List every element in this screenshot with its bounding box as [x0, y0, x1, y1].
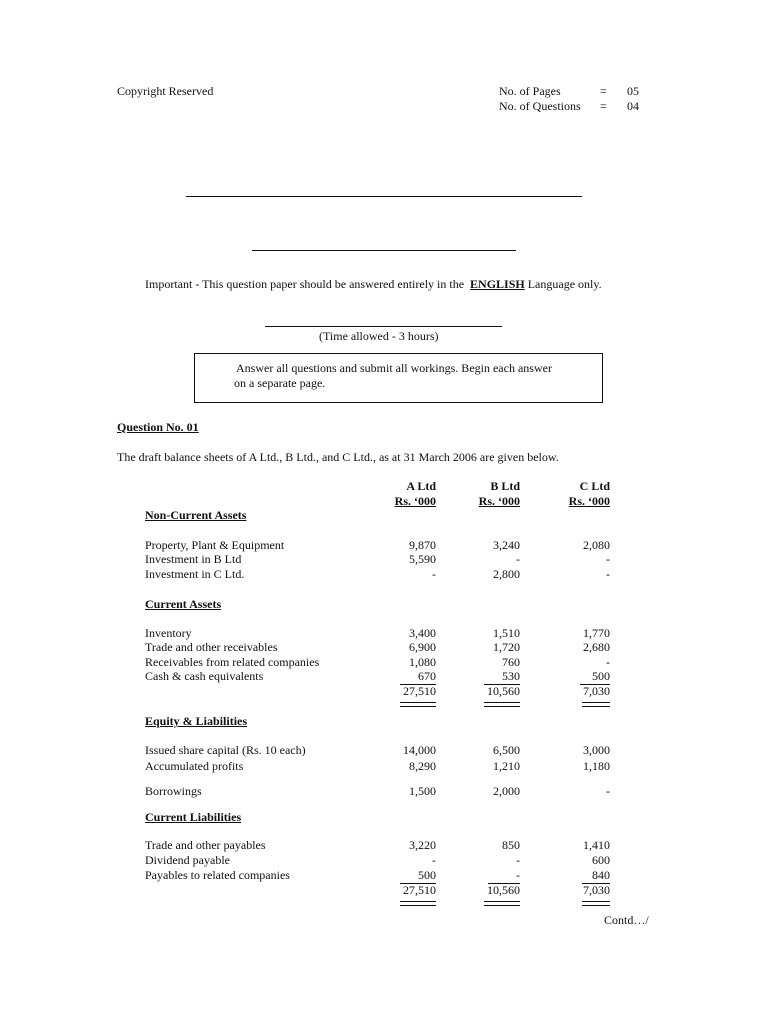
row-label: Payables to related companies [145, 868, 290, 882]
double-rule [484, 702, 520, 707]
row-label: Borrowings [145, 784, 202, 798]
cell-c: - [606, 784, 610, 798]
question-title: Question No. 01 [117, 420, 199, 434]
pages-label: No. of Pages [499, 84, 561, 98]
row-label: Investment in B Ltd [145, 552, 242, 566]
total-liab-b: 10,560 [487, 883, 520, 897]
question-intro: The draft balance sheets of A Ltd., B Ltd., and C Ltd., as at 31 March 2006 are given below. [117, 450, 559, 464]
cell-c: 840 [582, 868, 610, 884]
cell-c: 2,680 [583, 640, 610, 654]
cell-c: 600 [592, 853, 610, 867]
cell-a: 5,590 [409, 552, 436, 566]
instructions-box [194, 353, 603, 403]
cell-b: - [516, 552, 520, 566]
cell-c: - [606, 655, 610, 669]
col-c-name: C Ltd [579, 479, 610, 493]
cell-c: - [606, 567, 610, 581]
cell-b: 3,240 [493, 538, 520, 552]
pages-eq: = [600, 84, 607, 98]
cell-b: 6,500 [493, 743, 520, 757]
cell-b: 2,800 [493, 567, 520, 581]
total-assets-c: 7,030 [583, 684, 610, 698]
total-assets-a: 27,510 [403, 684, 436, 698]
cell-a: 1,500 [409, 784, 436, 798]
time-allowed: (Time allowed - 3 hours) [319, 329, 439, 343]
col-b-unit: Rs. ‘000 [478, 494, 520, 508]
cell-a: - [432, 853, 436, 867]
section-current-liabilities: Current Liabilities [145, 810, 242, 824]
double-rule [400, 901, 436, 906]
questions-value: 04 [627, 99, 639, 113]
cell-c: 1,180 [583, 759, 610, 773]
row-label: Cash & cash equivalents [145, 669, 264, 683]
title-rule [186, 196, 582, 197]
double-rule [582, 702, 610, 707]
cell-b: 760 [502, 655, 520, 669]
cell-b: 2,000 [493, 784, 520, 798]
row-label: Inventory [145, 626, 192, 640]
instructions-line-2: on a separate page. [234, 376, 326, 390]
row-label: Issued share capital (Rs. 10 each) [145, 743, 306, 757]
section-current-assets: Current Assets [145, 597, 222, 611]
row-label: Dividend payable [145, 853, 230, 867]
total-liab-a: 27,510 [403, 883, 436, 897]
cell-a: 500 [400, 868, 436, 884]
cell-a: 9,870 [409, 538, 436, 552]
row-label: Property, Plant & Equipment [145, 538, 285, 552]
important-prefix: Important - This question paper should be answered entirely in the [145, 277, 465, 291]
cell-b: - [488, 868, 520, 884]
col-a-unit: Rs. ‘000 [394, 494, 436, 508]
cell-a: 3,400 [409, 626, 436, 640]
cell-c: 3,000 [583, 743, 610, 757]
copyright-label: Copyright Reserved [117, 84, 214, 98]
cell-a: 3,220 [409, 838, 436, 852]
cell-a: 8,290 [409, 759, 436, 773]
row-label: Trade and other receivables [145, 640, 278, 654]
total-assets-b: 10,560 [487, 684, 520, 698]
row-label: Trade and other payables [145, 838, 266, 852]
important-note [145, 277, 602, 292]
cell-a: - [432, 567, 436, 581]
contd-label: Contd…/ [604, 913, 649, 927]
pages-value: 05 [627, 84, 639, 98]
cell-c: 500 [580, 669, 610, 685]
cell-c: 1,770 [583, 626, 610, 640]
cell-c: 1,410 [583, 838, 610, 852]
section-non-current-assets: Non-Current Assets [145, 508, 247, 522]
cell-b: 850 [502, 838, 520, 852]
row-label: Receivables from related companies [145, 655, 320, 669]
cell-c: - [606, 552, 610, 566]
cell-b: - [516, 853, 520, 867]
total-liab-c: 7,030 [583, 883, 610, 897]
cell-a: 14,000 [403, 743, 436, 757]
time-rule [265, 326, 502, 327]
col-b-name: B Ltd [490, 479, 520, 493]
cell-c: 2,080 [583, 538, 610, 552]
col-a-name: A Ltd [406, 479, 436, 493]
cell-b: 1,720 [493, 640, 520, 654]
cell-a: 670 [400, 669, 436, 685]
cell-b: 530 [484, 669, 520, 685]
cell-a: 6,900 [409, 640, 436, 654]
double-rule [400, 702, 436, 707]
important-suffix: Language only. [527, 277, 602, 291]
double-rule [484, 901, 520, 906]
cell-a: 1,080 [409, 655, 436, 669]
double-rule [582, 901, 610, 906]
important-emphasis: ENGLISH [470, 277, 525, 291]
row-label: Accumulated profits [145, 759, 244, 773]
questions-eq: = [600, 99, 607, 113]
cell-b: 1,210 [493, 759, 520, 773]
instructions-line-1: Answer all questions and submit all workings. Begin each answer [236, 361, 552, 375]
questions-label: No. of Questions [499, 99, 581, 113]
cell-b: 1,510 [493, 626, 520, 640]
col-c-unit: Rs. ‘000 [568, 494, 610, 508]
row-label: Investment in C Ltd. [145, 567, 245, 581]
section-equity-liabilities: Equity & Liabilities [145, 714, 248, 728]
subtitle-rule [252, 250, 516, 251]
